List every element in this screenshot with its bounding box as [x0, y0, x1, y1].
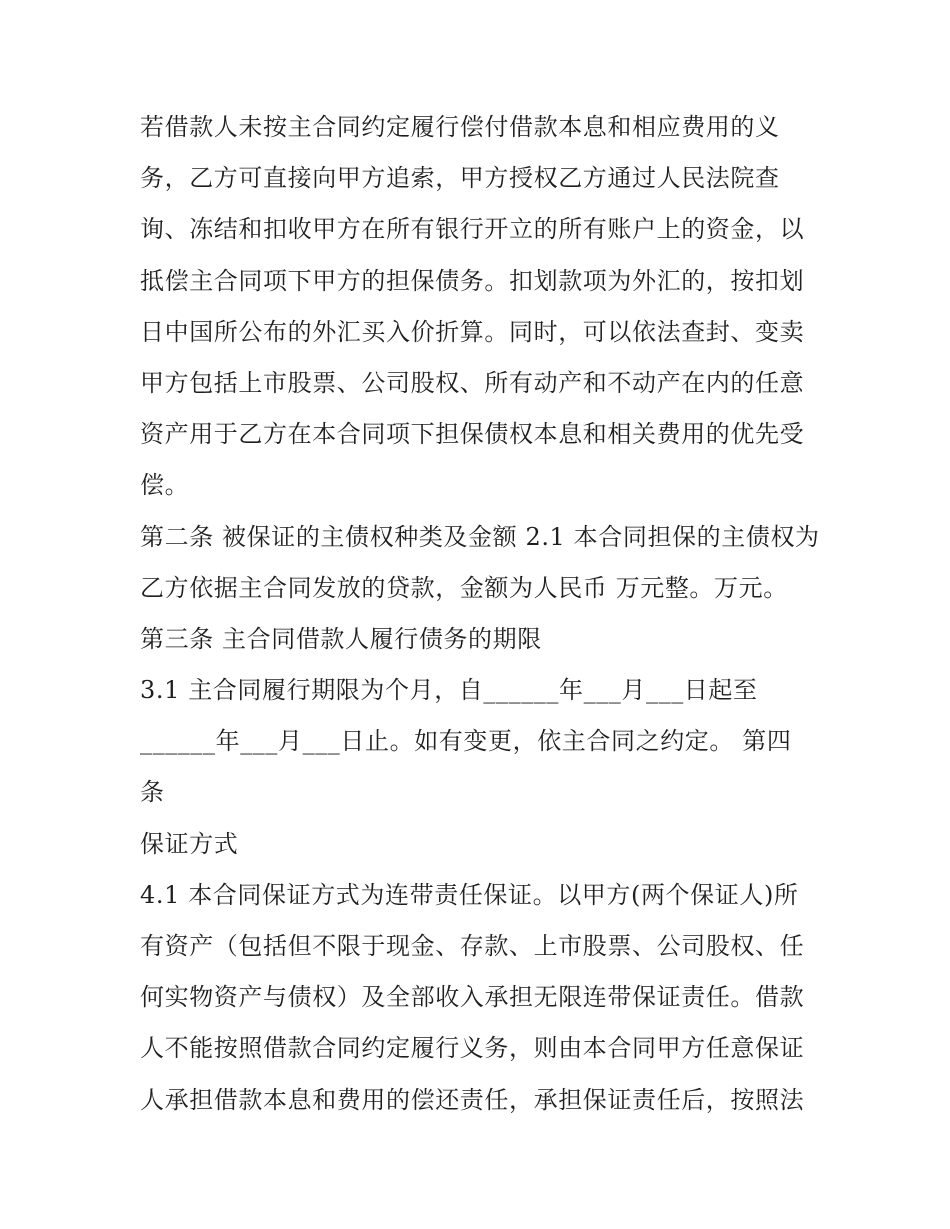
text-line: 询、冻结和扣收甲方在所有银行开立的所有账户上的资金，以 [140, 215, 805, 244]
text-line: 人承担借款本息和费用的偿还责任，承担保证责任后，按照法 [140, 1085, 805, 1114]
text-line: 资产用于乙方在本合同项下担保债权本息和相关费用的优先受 [140, 420, 805, 449]
text-line: 人不能按照借款合同约定履行义务，则由本合同甲方任意保证 [140, 1034, 805, 1063]
text-line: 甲方包括上市股票、公司股权、所有动产和不动产在内的任意 [140, 368, 805, 397]
article-heading: 第二条 被保证的主债权种类及金额 2.1 本合同担保的主债权为 [140, 522, 820, 551]
text-line: 偿。 [140, 471, 190, 500]
text-line: 若借款人未按主合同约定履行偿付借款本息和相应费用的义 [140, 113, 780, 141]
article-heading: 保证方式 [140, 829, 239, 858]
text-line: 日中国所公布的外汇买入价折算。同时，可以依法查封、变卖 [140, 317, 805, 346]
text-line: ______年___月___日止。如有变更，依主合同之约定。 第四 [140, 727, 792, 756]
text-line: 务，乙方可直接向甲方追索，甲方授权乙方通过人民法院查 [140, 164, 780, 193]
text-line: 抵偿主合同项下甲方的担保债务。扣划款项为外汇的，按扣划 [140, 266, 805, 295]
text-line: 4.1 本合同保证方式为连带责任保证。以甲方(两个保证人)所 [140, 880, 799, 909]
article-heading: 第三条 主合同借款人履行债务的期限 [140, 624, 542, 653]
text-line: 3.1 主合同履行期限为个月，自______年___月___日起至 [140, 676, 758, 705]
text-line: 有资产（包括但不限于现金、存款、上市股票、公司股权、任 [140, 932, 805, 960]
text-line: 乙方依据主合同发放的贷款，金额为人民币 万元整。万元。 [140, 573, 788, 602]
contract-text [140, 102, 820, 1126]
text-line: 条 [140, 778, 165, 807]
text-line: 何实物资产与债权）及全部收入承担无限连带保证责任。借款 [140, 983, 805, 1012]
